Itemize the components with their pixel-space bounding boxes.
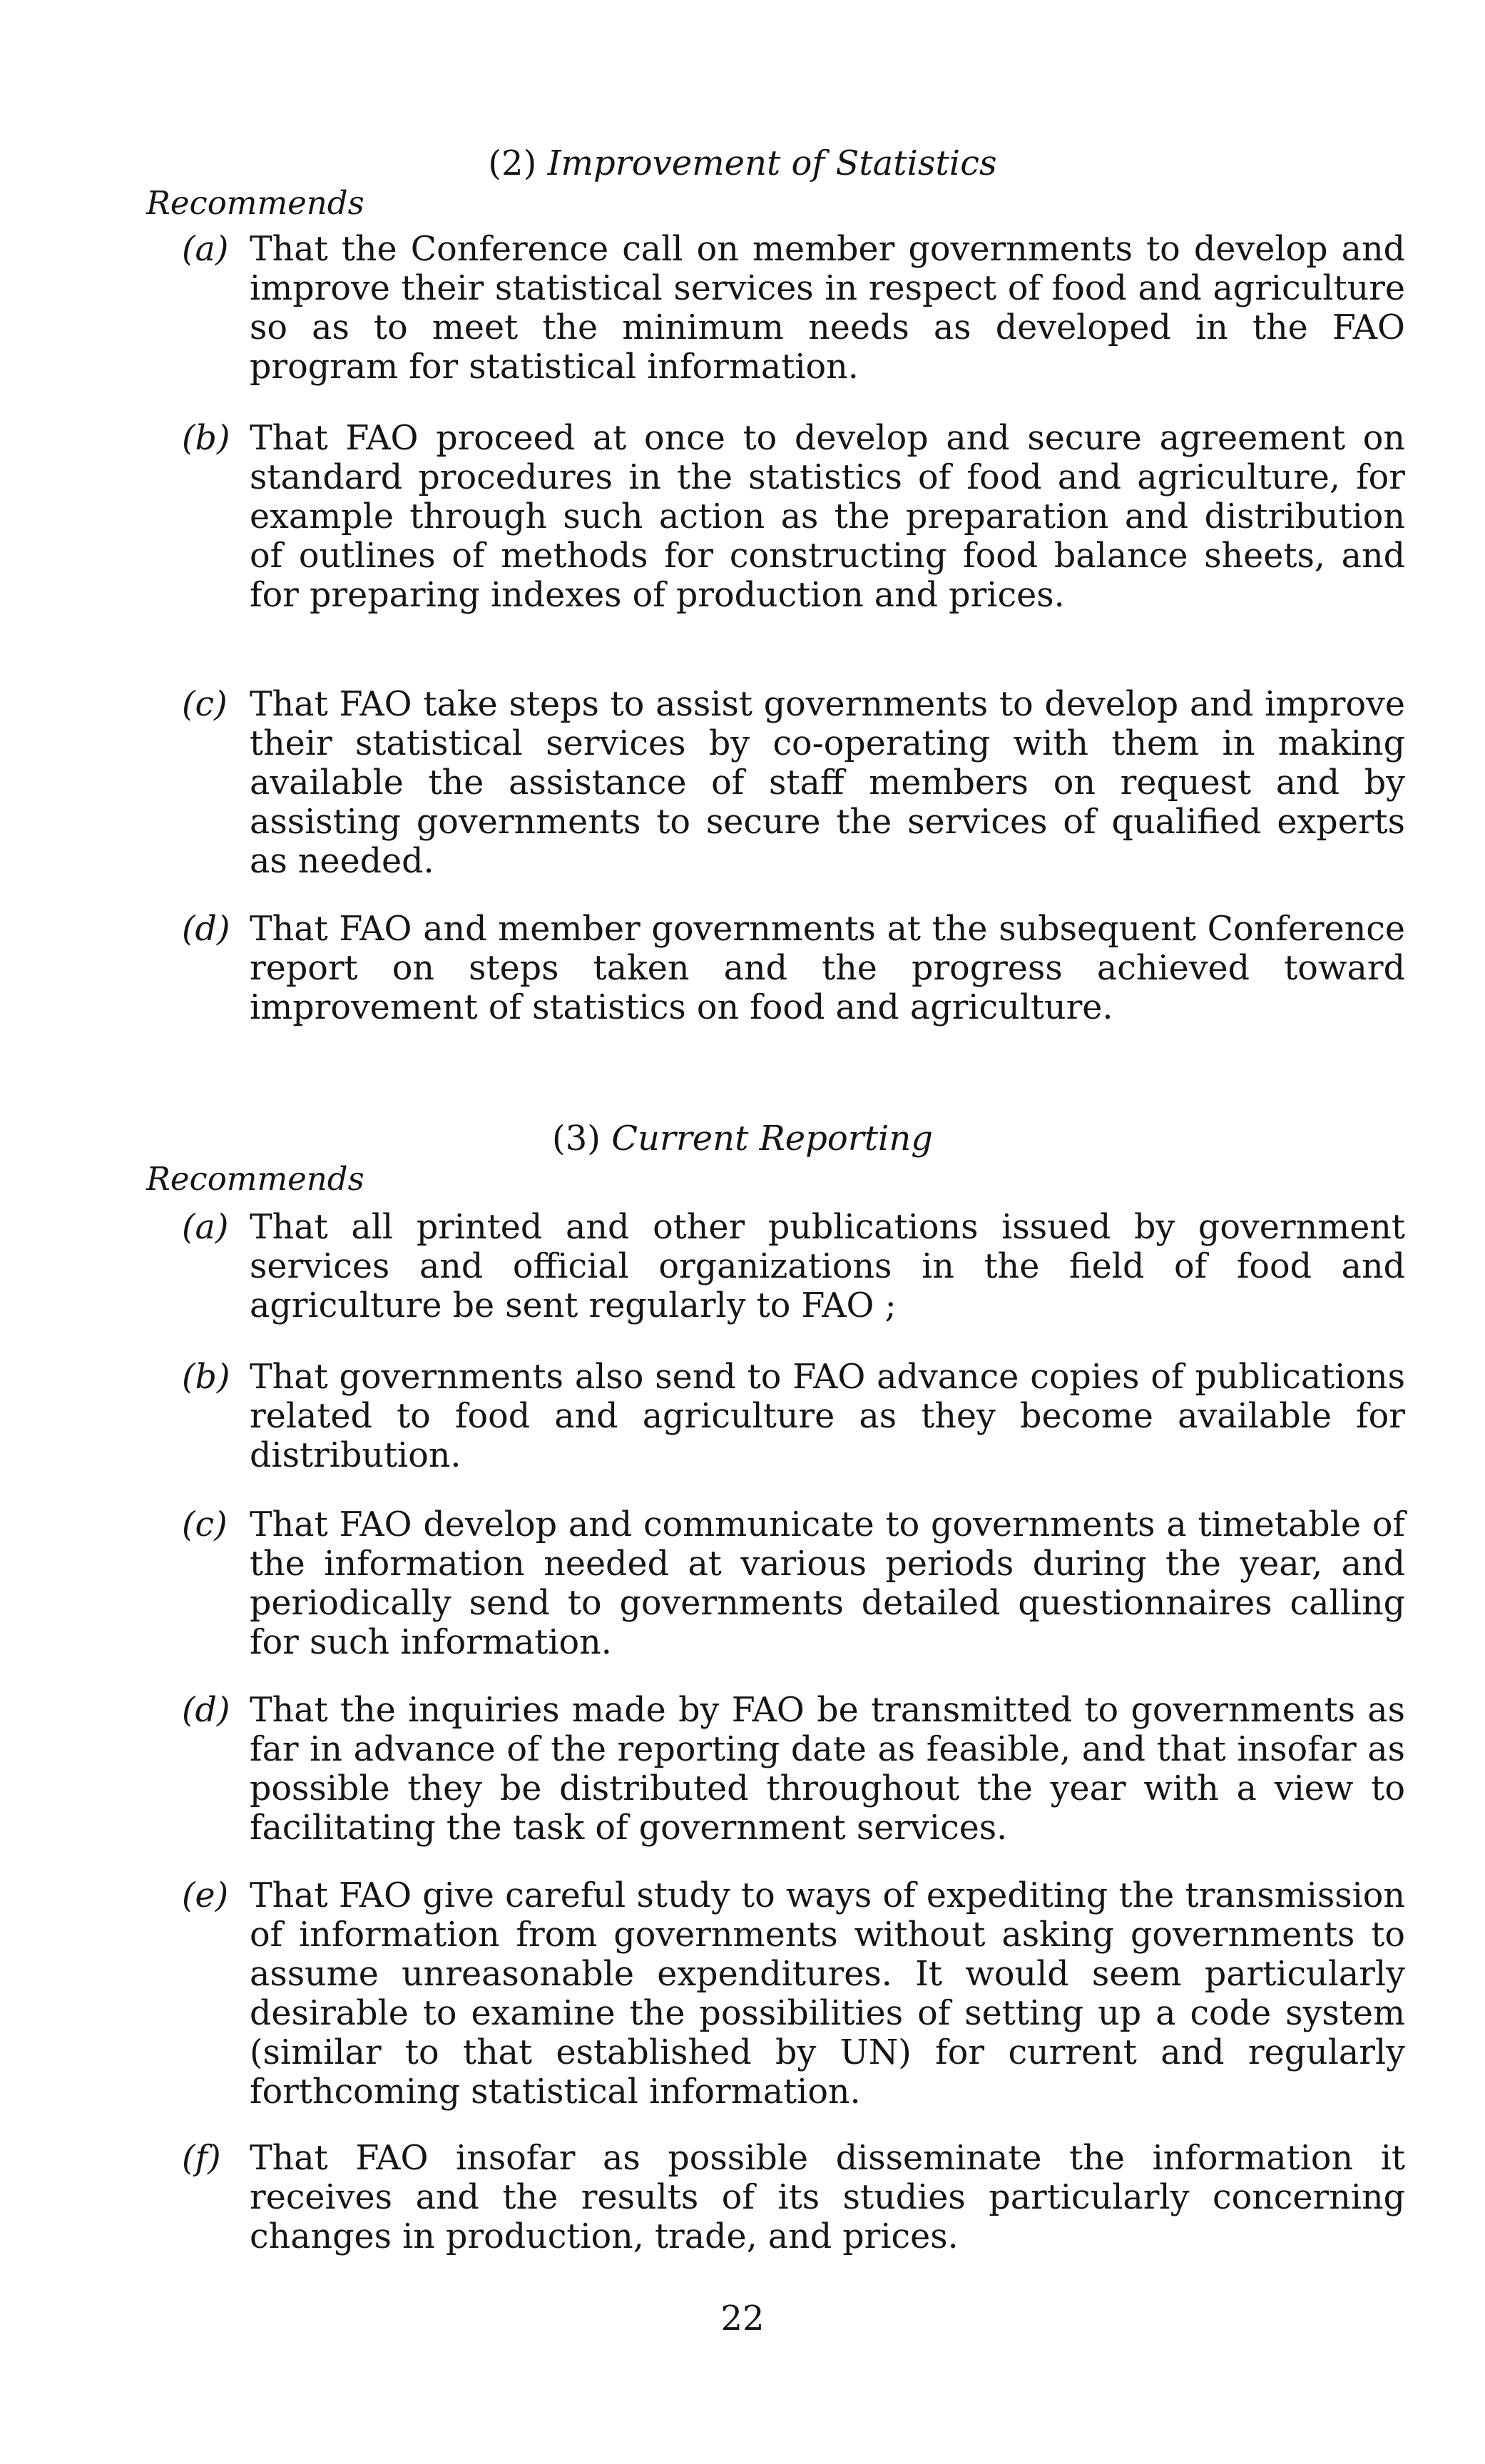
section-number: (3) <box>551 1119 601 1159</box>
section-number: (2) <box>488 143 537 183</box>
recommendation-item <box>182 419 1405 615</box>
recommendation-item <box>182 685 1405 881</box>
item-letter: (b) <box>182 1358 230 1397</box>
section-title: Current Reporting <box>611 1119 934 1159</box>
recommendation-item <box>182 1691 1405 1848</box>
item-letter: (a) <box>182 230 229 269</box>
page-number: 22 <box>720 2298 765 2338</box>
item-text: That the Conference call on member governments to develop and improve their statistical services in respect of food and agriculture so as to meet the minimum needs as developed in the FAO program for statistical information. <box>250 230 1405 387</box>
recommends-label: Recommends <box>146 184 364 222</box>
item-letter: (b) <box>182 419 230 458</box>
item-letter: (e) <box>182 1876 229 1915</box>
recommendation-item <box>182 2139 1405 2256</box>
section-3-heading <box>0 1119 1485 1159</box>
item-text: That FAO develop and communicate to governments a timetable of the information needed at various periods during the year, and periodically send to governments detailed questionnaires calling for such information. <box>250 1505 1405 1662</box>
item-text: That FAO insofar as possible disseminate the information it receives and the results of its studies particularly concerning changes in production, trade, and prices. <box>250 2139 1405 2256</box>
recommends-label: Recommends <box>146 1160 364 1198</box>
item-text: That FAO and member governments at the subsequent Conference report on steps taken and the progress achieved toward improvement of statistics on food and agriculture. <box>250 910 1405 1027</box>
item-text: That all printed and other publications issued by government services and official organizations in the field of food and agriculture be sent regularly to FAO ; <box>250 1208 1405 1325</box>
section-2-heading <box>0 143 1485 183</box>
item-letter: (a) <box>182 1208 229 1247</box>
recommendation-item <box>182 1358 1405 1475</box>
item-letter: (c) <box>182 685 228 724</box>
item-text: That FAO proceed at once to develop and secure agreement on standard procedures in the statistics of food and agriculture, for example through such action as the preparation and distribution of outlines of methods for constructing food balance sheets, and for preparing indexes of production and prices. <box>250 419 1405 615</box>
item-text: That FAO give careful study to ways of expediting the transmission of information from governments without asking governments to assume unreasonable expenditures. It would seem particularly desirable to examine the possibilities of setting up a code system (similar to that established by UN) for current and regularly forthcoming statistical information. <box>250 1876 1405 2112</box>
section-title: Improvement of Statistics <box>547 143 997 183</box>
item-letter: (f) <box>182 2139 221 2178</box>
recommendation-item <box>182 230 1405 387</box>
item-letter: (d) <box>182 910 230 949</box>
item-text: That governments also send to FAO advance copies of publications related to food and agriculture as they become available for distribution. <box>250 1358 1405 1475</box>
item-text: That the inquiries made by FAO be transmitted to governments as far in advance of the reporting date as feasible, and that insofar as possible they be distributed throughout the year with a view to facilitating the task of government services. <box>250 1691 1405 1848</box>
recommendation-item <box>182 1876 1405 2112</box>
item-letter: (d) <box>182 1691 230 1730</box>
recommendation-item <box>182 910 1405 1027</box>
item-text: That FAO take steps to assist governments to develop and improve their statistical services by co-operating with them in making available the assistance of staff members on request and by assisting governments to secure the services of qualified experts as needed. <box>250 685 1405 881</box>
item-letter: (c) <box>182 1505 228 1544</box>
recommendation-item <box>182 1505 1405 1662</box>
recommendation-item <box>182 1208 1405 1325</box>
